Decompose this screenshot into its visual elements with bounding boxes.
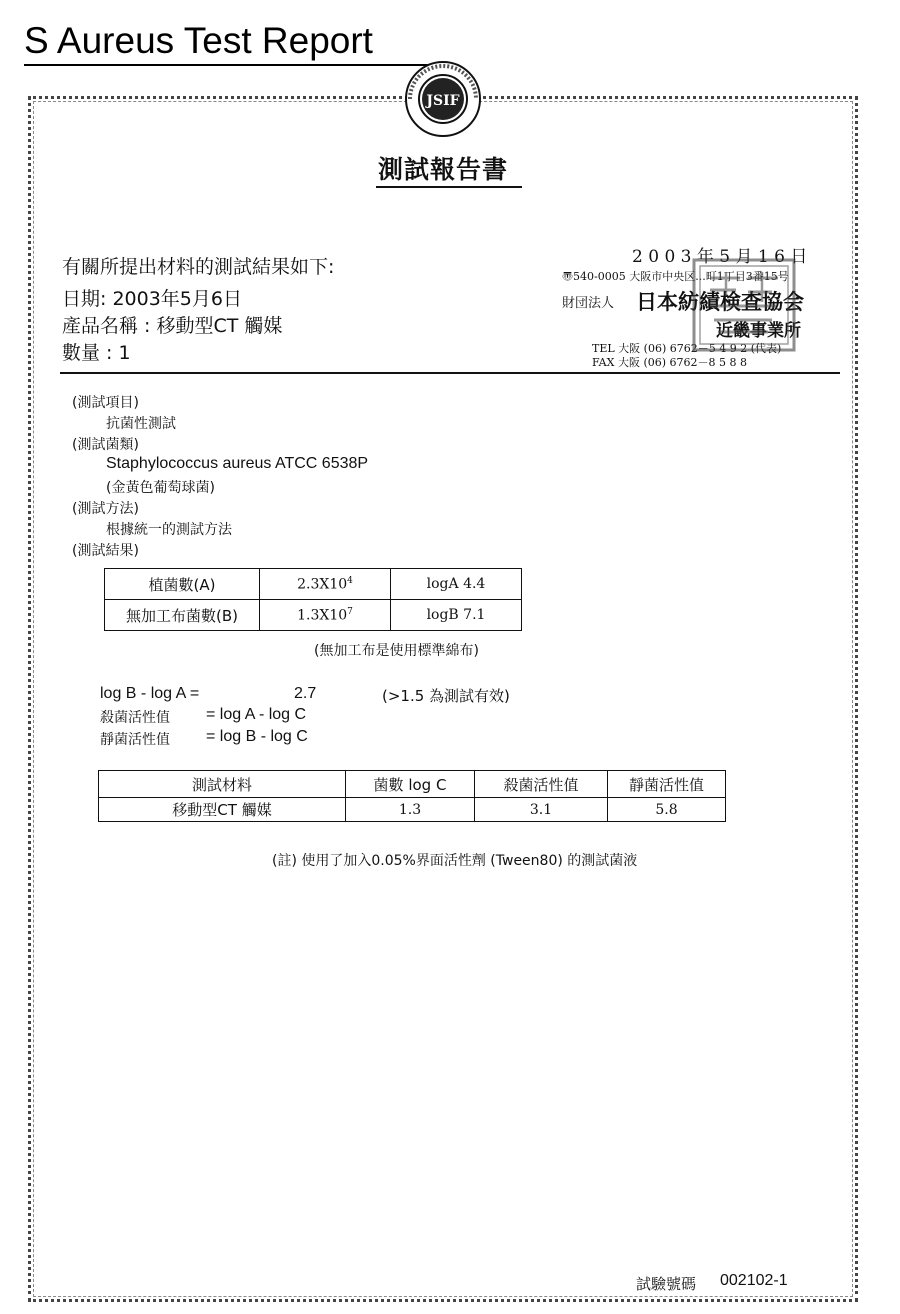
table-cell-log: logB 7.1 [391, 600, 522, 631]
table-cell-count: 1.3 [346, 798, 475, 822]
report-number: 002102-1 [720, 1272, 788, 1289]
footnote: (註) 使用了加入0.05%界面活性劑 (Tween80) 的測試菌液 [272, 853, 638, 869]
table-header-count: 菌數 log C [346, 771, 475, 798]
test-date: 日期: 2003年5月6日 [62, 288, 242, 310]
table-cell-count [260, 600, 391, 631]
test-method-value: 根據統一的測試方法 [106, 522, 232, 538]
table-cell-label: 植菌數(A) [105, 569, 260, 600]
table-row [105, 600, 522, 631]
official-stamp [690, 256, 798, 354]
count-mantissa: 1.3X10 [297, 607, 348, 624]
table-cell-bacteriostatic: 5.8 [608, 798, 726, 822]
issuer-org-prefix: 財団法人 [562, 296, 615, 311]
table-cell-count [260, 569, 391, 600]
title-underline [24, 64, 428, 66]
document-title-underline [376, 186, 522, 188]
table-header-row [99, 771, 726, 798]
header-divider [60, 372, 840, 374]
seal-mark: JSIF [426, 93, 460, 109]
formula-2-label: 殺菌活性值 [100, 710, 170, 726]
issuer-org-name: 日本紡績検査協会 [636, 290, 804, 314]
activity-table [98, 770, 726, 822]
formula-3-label: 靜菌活性值 [100, 732, 170, 748]
table-cell-label: 無加工布菌數(B) [105, 600, 260, 631]
test-strain-value: Staphylococcus aureus ATCC 6538P [106, 455, 369, 472]
formula-1-label: log B - log A = [100, 685, 200, 702]
intro-text: 有關所提出材料的測試結果如下: [62, 256, 335, 278]
document-title: 測試報告書 [378, 155, 509, 184]
test-method-label: (測試方法) [72, 501, 139, 517]
quantity: 數量 : 1 [62, 342, 131, 364]
formula-2-value: = log A - log C [206, 706, 307, 723]
test-result-label: (測試結果) [72, 543, 139, 559]
test-item-value: 抗菌性測試 [106, 416, 176, 432]
test-strain-label: (測試菌類) [72, 437, 139, 453]
issuer-tel: TEL 大阪 (06) 6762－5 4 9 2 (代表) [592, 342, 782, 355]
table-header-material: 測試材料 [99, 771, 346, 798]
report-number-label: 試驗號碼 [636, 1275, 697, 1293]
test-item-label: (測試項目) [72, 395, 139, 411]
jsif-seal-logo [404, 60, 482, 138]
product-name: 產品名稱 : 移動型CT 觸媒 [62, 315, 283, 337]
inoculum-table [104, 568, 522, 631]
issuer-fax: FAX 大阪 (06) 6762－8 5 8 8 [592, 356, 747, 369]
issuer-address: 〠540-0005 大阪市中央区...町1丁目3番15号 [562, 270, 789, 283]
issuer-branch: 近畿事業所 [716, 321, 801, 341]
formula-1-value: 2.7 [294, 685, 317, 702]
count-mantissa: 2.3X10 [297, 576, 348, 593]
table-cell-material: 移動型CT 觸媒 [99, 798, 346, 822]
formula-3-value: = log B - log C [206, 728, 308, 745]
count-exponent: 4 [347, 575, 353, 586]
count-exponent: 7 [347, 606, 353, 617]
table-cell-bactericidal: 3.1 [475, 798, 608, 822]
table-row [105, 569, 522, 600]
table1-note: (無加工布是使用標準綿布) [314, 643, 479, 659]
table-cell-log: logA 4.4 [391, 569, 522, 600]
formula-1-note: (>1.5 為測試有效) [382, 687, 510, 705]
table-row [99, 798, 726, 822]
table-header-bacteriostatic: 靜菌活性值 [608, 771, 726, 798]
page-title: S Aureus Test Report [24, 20, 373, 61]
issue-date: 2 0 0 3 年 5 月 1 6 日 [632, 247, 808, 267]
table-header-bactericidal: 殺菌活性值 [475, 771, 608, 798]
test-strain-note: (金黃色葡萄球菌) [106, 480, 215, 496]
